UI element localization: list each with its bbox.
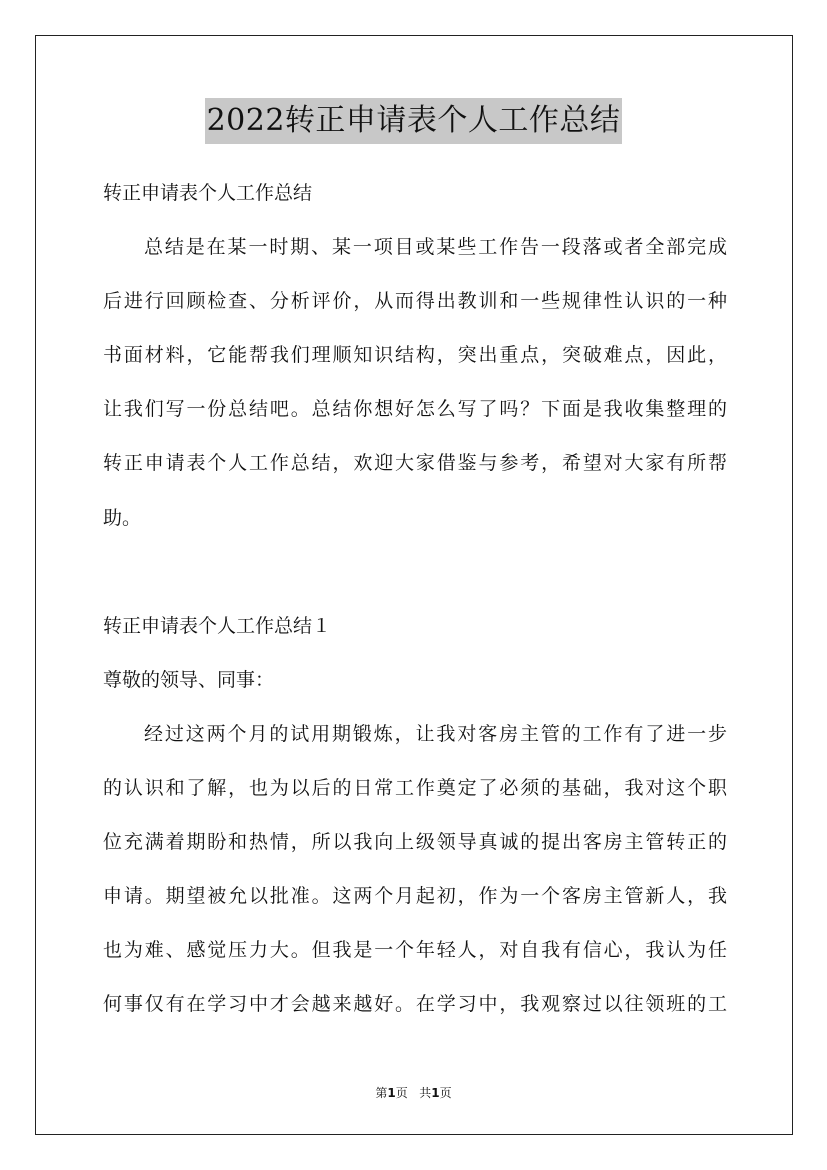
document-subtitle: 转正申请表个人工作总结 bbox=[103, 182, 313, 204]
total-number: 1 bbox=[431, 1086, 440, 1100]
page-prefix: 第 bbox=[375, 1086, 388, 1100]
intro-line-6: 助。 bbox=[103, 507, 142, 529]
intro-line-4: 让我们写一份总结吧。总结你想好怎么写了吗？下面是我收集整理的 bbox=[103, 398, 727, 420]
body-line-5: 也为难、感觉压力大。但我是一个年轻人，对自我有信心，我认为任 bbox=[103, 939, 727, 961]
document-title-wrapper bbox=[0, 98, 827, 148]
intro-line-3: 书面材料，它能帮我们理顺知识结构，突出重点，突破难点，因此， bbox=[103, 344, 727, 366]
page-number: 1 bbox=[387, 1086, 396, 1100]
total-suffix: 页 bbox=[439, 1086, 452, 1100]
page-footer bbox=[0, 1085, 827, 1101]
section-heading: 转正申请表个人工作总结１ bbox=[103, 615, 332, 637]
body-line-4: 申请。期望被允以批准。这两个月起初，作为一个客房主管新人，我 bbox=[103, 885, 727, 907]
greeting: 尊敬的领导、同事： bbox=[103, 669, 275, 691]
intro-line-1: 总结是在某一时期、某一项目或某些工作告一段落或者全部完成 bbox=[144, 236, 727, 258]
body-line-2: 的认识和了解，也为以后的日常工作奠定了必须的基础，我对这个职 bbox=[103, 777, 727, 799]
body-line-6: 何事仅有在学习中才会越来越好。在学习中，我观察过以往领班的工 bbox=[103, 993, 727, 1015]
page-suffix: 页 bbox=[395, 1086, 408, 1100]
body-line-3: 位充满着期盼和热情，所以我向上级领导真诚的提出客房主管转正的 bbox=[103, 831, 727, 853]
intro-line-5: 转正申请表个人工作总结，欢迎大家借鉴与参考，希望对大家有所帮 bbox=[103, 452, 727, 474]
total-prefix: 共 bbox=[419, 1086, 432, 1100]
body-line-1: 经过这两个月的试用期锻炼，让我对客房主管的工作有了进一步 bbox=[144, 723, 727, 745]
intro-line-2: 后进行回顾检查、分析评价，从而得出教训和一些规律性认识的一种 bbox=[103, 290, 727, 312]
document-title: 2022转正申请表个人工作总结 bbox=[205, 98, 623, 144]
